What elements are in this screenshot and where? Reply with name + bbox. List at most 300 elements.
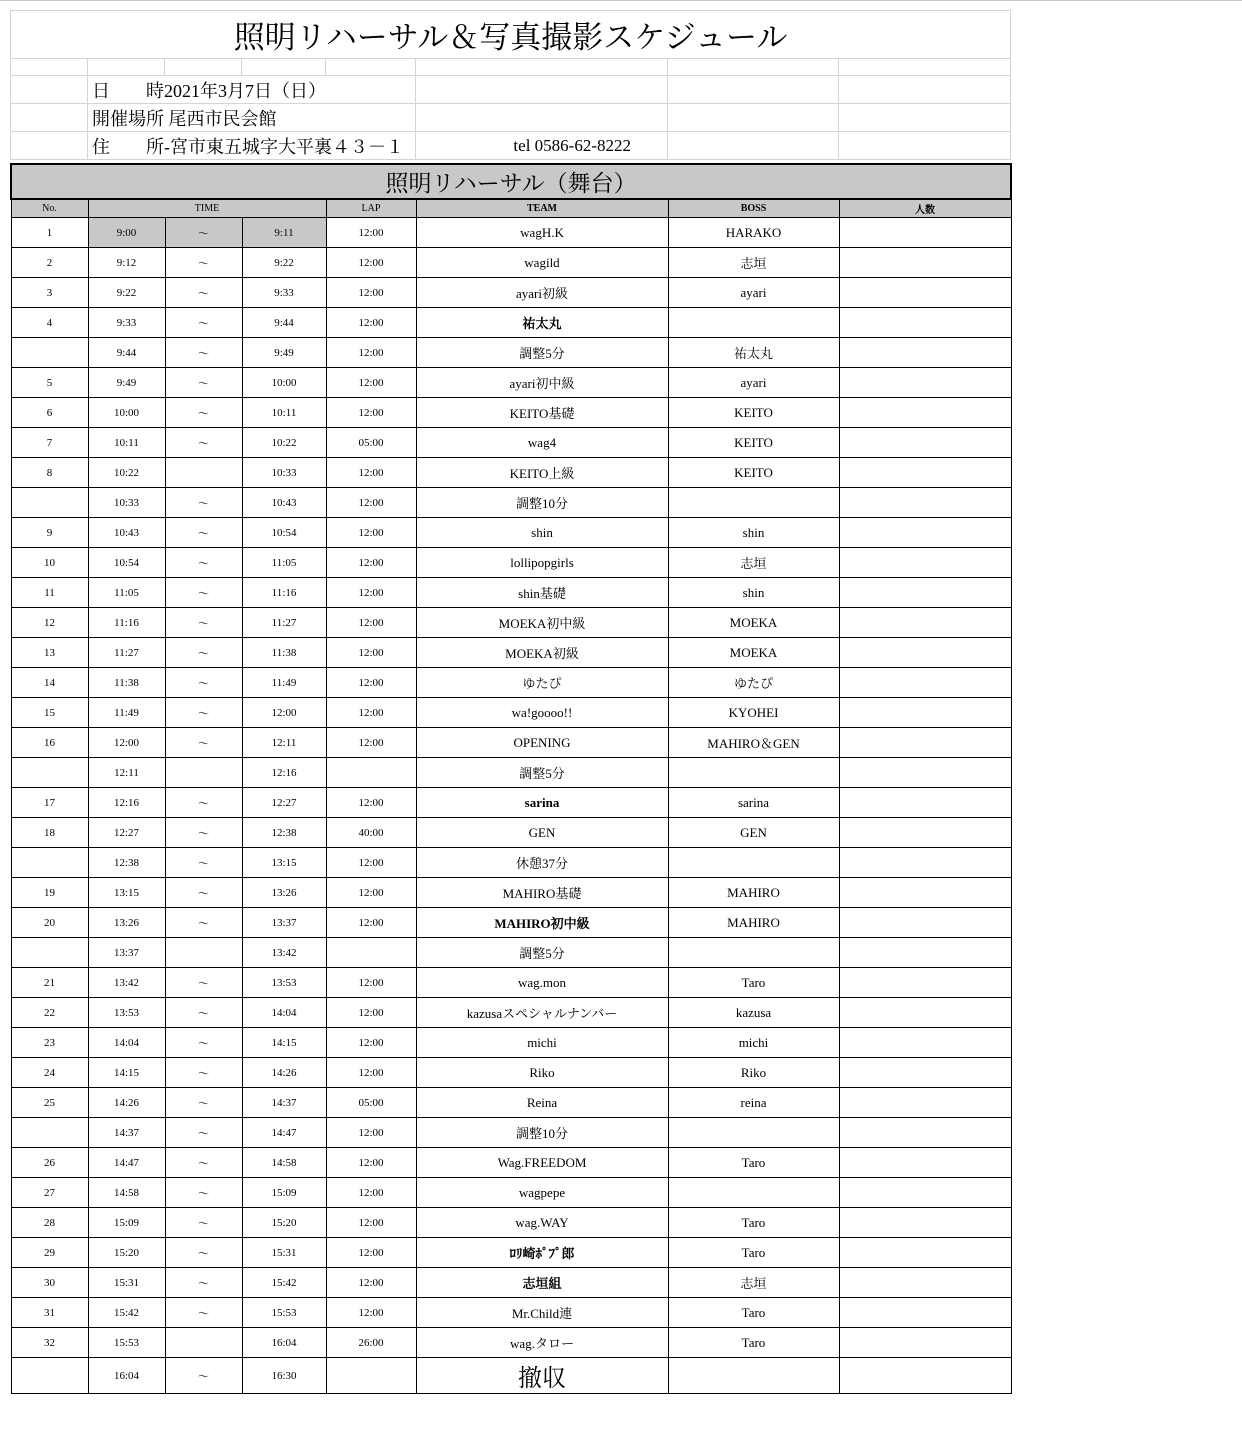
cell-no: 4 [11, 308, 88, 338]
cell-team: lollipopgirls [416, 548, 668, 578]
cell-separator: ～ [165, 1028, 242, 1058]
cell-boss: KEITO [668, 428, 839, 458]
cell-boss [668, 758, 839, 788]
cell-start: 12:11 [88, 758, 165, 788]
cell-start: 10:11 [88, 428, 165, 458]
cell-end: 15:31 [242, 1238, 326, 1268]
cell-count [839, 938, 1011, 968]
date-label: 日 時 [92, 80, 164, 101]
cell-team: wag4 [416, 428, 668, 458]
cell-separator: ～ [165, 638, 242, 668]
cell-lap: 12:00 [326, 668, 416, 698]
cell-count [839, 1058, 1011, 1088]
cell-team: wagild [416, 248, 668, 278]
cell-count [839, 548, 1011, 578]
cell-no: 5 [11, 368, 88, 398]
cell-separator: ～ [165, 788, 242, 818]
cell-lap: 12:00 [326, 1148, 416, 1178]
cell-no: 22 [11, 998, 88, 1028]
cell-team: ayari初中級 [416, 368, 668, 398]
cell-no: 1 [11, 218, 88, 248]
cell-no [11, 938, 88, 968]
cell-separator: ～ [165, 848, 242, 878]
cell-boss [668, 488, 839, 518]
cell-team: ﾛﾘ崎ﾎﾟﾌﾟ郎 [416, 1238, 668, 1268]
cell-team: michi [416, 1028, 668, 1058]
cell-end: 14:58 [242, 1148, 326, 1178]
cell-lap: 12:00 [326, 1238, 416, 1268]
table-row [11, 1088, 1011, 1118]
table-row [11, 1238, 1011, 1268]
table-row [11, 788, 1011, 818]
cell-team: wag.WAY [416, 1208, 668, 1238]
cell-lap: 12:00 [326, 1058, 416, 1088]
cell-start: 11:16 [88, 608, 165, 638]
cell-lap: 12:00 [326, 218, 416, 248]
cell-start: 13:26 [88, 908, 165, 938]
page-title: 照明リハーサル＆写真撮影スケジュール [11, 11, 1011, 59]
table-row [11, 548, 1011, 578]
cell-start: 14:04 [88, 1028, 165, 1058]
cell-lap: 12:00 [326, 308, 416, 338]
address-row [11, 132, 1011, 160]
table-row [11, 338, 1011, 368]
cell-no: 23 [11, 1028, 88, 1058]
cell-team: 休憩37分 [416, 848, 668, 878]
cell-count [839, 428, 1011, 458]
cell-lap: 12:00 [326, 248, 416, 278]
cell-separator [165, 758, 242, 788]
cell-boss: 志垣 [668, 248, 839, 278]
cell-no: 24 [11, 1058, 88, 1088]
cell-count [839, 638, 1011, 668]
cell-end: 10:43 [242, 488, 326, 518]
cell-no: 17 [11, 788, 88, 818]
cell-no: 25 [11, 1088, 88, 1118]
cell-end: 13:26 [242, 878, 326, 908]
cell-lap: 12:00 [326, 998, 416, 1028]
cell-start: 11:27 [88, 638, 165, 668]
cell-end: 9:33 [242, 278, 326, 308]
cell-count [839, 908, 1011, 938]
cell-team: shin [416, 518, 668, 548]
cell-start: 11:49 [88, 698, 165, 728]
cell-lap: 12:00 [326, 1298, 416, 1328]
cell-separator: ～ [165, 818, 242, 848]
cell-boss: 志垣 [668, 1268, 839, 1298]
cell-team: wa!goooo!! [416, 698, 668, 728]
cell-start: 15:20 [88, 1238, 165, 1268]
cell-no: 15 [11, 698, 88, 728]
cell-team: 調整5分 [416, 338, 668, 368]
cell-count [839, 788, 1011, 818]
cell-end: 11:16 [242, 578, 326, 608]
cell-count [839, 968, 1011, 998]
cell-count [839, 518, 1011, 548]
cell-start: 9:49 [88, 368, 165, 398]
cell-no: 27 [11, 1178, 88, 1208]
cell-separator: ～ [165, 728, 242, 758]
col-team: TEAM [416, 199, 668, 218]
cell-lap: 12:00 [326, 638, 416, 668]
cell-start: 15:53 [88, 1328, 165, 1358]
cell-count [839, 1118, 1011, 1148]
table-row [11, 818, 1011, 848]
cell-count [839, 398, 1011, 428]
cell-lap: 26:00 [326, 1328, 416, 1358]
col-boss: BOSS [668, 199, 839, 218]
col-count: 人数 [839, 199, 1011, 218]
cell-count [839, 1028, 1011, 1058]
cell-end: 13:15 [242, 848, 326, 878]
cell-start: 15:09 [88, 1208, 165, 1238]
cell-count [839, 998, 1011, 1028]
cell-team: 調整5分 [416, 758, 668, 788]
cell-no: 29 [11, 1238, 88, 1268]
cell-count [839, 758, 1011, 788]
cell-team: KEITO上級 [416, 458, 668, 488]
cell-boss: shin [668, 518, 839, 548]
table-row [11, 278, 1011, 308]
cell-team: kazusaスペシャルナンバー [416, 998, 668, 1028]
cell-no: 10 [11, 548, 88, 578]
cell-lap: 12:00 [326, 848, 416, 878]
cell-separator: ～ [165, 1118, 242, 1148]
cell-end: 11:27 [242, 608, 326, 638]
table-row [11, 848, 1011, 878]
address-value: -宮市東五城字大平裏４３－１ [164, 136, 404, 157]
cell-no: 14 [11, 668, 88, 698]
cell-separator: ～ [165, 338, 242, 368]
cell-count [839, 248, 1011, 278]
cell-boss: GEN [668, 818, 839, 848]
cell-start: 10:54 [88, 548, 165, 578]
cell-lap: 12:00 [326, 1178, 416, 1208]
date-row [11, 76, 1011, 104]
cell-start: 10:33 [88, 488, 165, 518]
address-label: 住 所 [92, 136, 164, 157]
table-row [11, 218, 1011, 248]
cell-team: wagpepe [416, 1178, 668, 1208]
cell-team: 調整10分 [416, 1118, 668, 1148]
cell-team: KEITO基礎 [416, 398, 668, 428]
cell-separator: ～ [165, 1208, 242, 1238]
cell-separator: ～ [165, 878, 242, 908]
cell-separator: ～ [165, 1238, 242, 1268]
cell-lap: 12:00 [326, 548, 416, 578]
cell-boss [668, 938, 839, 968]
cell-count [839, 218, 1011, 248]
cell-end: 15:42 [242, 1268, 326, 1298]
cell-team: shin基礎 [416, 578, 668, 608]
cell-team: Riko [416, 1058, 668, 1088]
venue-value: 尾西市民会館 [168, 108, 277, 129]
cell-lap: 12:00 [326, 878, 416, 908]
cell-lap: 40:00 [326, 818, 416, 848]
cell-boss: Taro [668, 1148, 839, 1178]
cell-boss: Taro [668, 1298, 839, 1328]
cell-end: 12:16 [242, 758, 326, 788]
cell-separator: ～ [165, 278, 242, 308]
cell-lap: 05:00 [326, 1088, 416, 1118]
table-row [11, 578, 1011, 608]
cell-start: 9:22 [88, 278, 165, 308]
cell-no: 32 [11, 1328, 88, 1358]
cell-end: 11:49 [242, 668, 326, 698]
cell-separator: ～ [165, 368, 242, 398]
cell-start: 14:15 [88, 1058, 165, 1088]
cell-no: 11 [11, 578, 88, 608]
cell-end: 16:30 [242, 1358, 326, 1394]
cell-start: 14:37 [88, 1118, 165, 1148]
document-header [10, 10, 1011, 160]
cell-no: 6 [11, 398, 88, 428]
cell-no: 13 [11, 638, 88, 668]
cell-count [839, 1238, 1011, 1268]
cell-count [839, 1328, 1011, 1358]
cell-team: 調整5分 [416, 938, 668, 968]
cell-no [11, 848, 88, 878]
cell-count [839, 608, 1011, 638]
cell-lap: 05:00 [326, 428, 416, 458]
cell-count [839, 458, 1011, 488]
cell-team: sarina [416, 788, 668, 818]
cell-separator: ～ [165, 968, 242, 998]
cell-lap: 12:00 [326, 968, 416, 998]
cell-start: 13:37 [88, 938, 165, 968]
cell-boss: 祐太丸 [668, 338, 839, 368]
cell-end: 11:05 [242, 548, 326, 578]
cell-end: 14:47 [242, 1118, 326, 1148]
cell-lap: 12:00 [326, 578, 416, 608]
cell-boss [668, 1358, 839, 1394]
cell-team: GEN [416, 818, 668, 848]
table-row [11, 1058, 1011, 1088]
cell-separator: ～ [165, 398, 242, 428]
cell-no: 18 [11, 818, 88, 848]
cell-start: 14:47 [88, 1148, 165, 1178]
cell-start: 12:00 [88, 728, 165, 758]
cell-boss: KYOHEI [668, 698, 839, 728]
cell-separator: ～ [165, 248, 242, 278]
cell-separator: ～ [165, 908, 242, 938]
cell-end: 13:37 [242, 908, 326, 938]
address-cell [88, 132, 416, 160]
cell-boss: HARAKO [668, 218, 839, 248]
cell-lap: 12:00 [326, 698, 416, 728]
cell-count [839, 1178, 1011, 1208]
cell-team: ゆたぴ [416, 668, 668, 698]
cell-separator: ～ [165, 1268, 242, 1298]
cell-end: 11:38 [242, 638, 326, 668]
cell-no: 21 [11, 968, 88, 998]
venue-label: 開催場所 [92, 108, 164, 129]
cell-start: 12:16 [88, 788, 165, 818]
cell-lap [326, 1358, 416, 1394]
cell-end: 14:26 [242, 1058, 326, 1088]
table-row [11, 458, 1011, 488]
table-row [11, 698, 1011, 728]
date-value: 2021年3月7日（日） [164, 80, 326, 101]
cell-boss: ayari [668, 278, 839, 308]
cell-boss [668, 848, 839, 878]
cell-boss: shin [668, 578, 839, 608]
table-row [11, 1178, 1011, 1208]
cell-team: 調整10分 [416, 488, 668, 518]
cell-lap: 12:00 [326, 608, 416, 638]
table-row [11, 1328, 1011, 1358]
cell-separator: ～ [165, 578, 242, 608]
cell-boss: MOEKA [668, 608, 839, 638]
col-no: No. [11, 199, 88, 218]
table-row [11, 308, 1011, 338]
cell-boss: Taro [668, 968, 839, 998]
cell-start: 12:27 [88, 818, 165, 848]
table-row [11, 1358, 1011, 1394]
cell-no: 16 [11, 728, 88, 758]
cell-end: 13:42 [242, 938, 326, 968]
cell-team: MOEKA初中級 [416, 608, 668, 638]
cell-count [839, 488, 1011, 518]
cell-end: 12:00 [242, 698, 326, 728]
cell-separator: ～ [165, 1298, 242, 1328]
col-time: TIME [88, 199, 326, 218]
cell-start: 11:05 [88, 578, 165, 608]
cell-boss: Riko [668, 1058, 839, 1088]
cell-separator: ～ [165, 518, 242, 548]
cell-no: 3 [11, 278, 88, 308]
cell-start: 9:00 [88, 218, 165, 248]
cell-no [11, 758, 88, 788]
cell-end: 14:15 [242, 1028, 326, 1058]
cell-end: 12:27 [242, 788, 326, 818]
cell-no: 2 [11, 248, 88, 278]
cell-boss: MOEKA [668, 638, 839, 668]
cell-separator [165, 938, 242, 968]
cell-lap: 12:00 [326, 458, 416, 488]
cell-team: Reina [416, 1088, 668, 1118]
cell-end: 9:49 [242, 338, 326, 368]
cell-boss: reina [668, 1088, 839, 1118]
cell-count [839, 1358, 1011, 1394]
venue-cell [88, 104, 416, 132]
cell-team: MAHIRO基礎 [416, 878, 668, 908]
cell-end: 14:37 [242, 1088, 326, 1118]
cell-boss: Taro [668, 1208, 839, 1238]
cell-no [11, 488, 88, 518]
table-row [11, 1208, 1011, 1238]
cell-boss: MAHIRO [668, 908, 839, 938]
cell-lap: 12:00 [326, 908, 416, 938]
cell-count [839, 1298, 1011, 1328]
cell-start: 11:38 [88, 668, 165, 698]
cell-lap: 12:00 [326, 1118, 416, 1148]
table-row [11, 668, 1011, 698]
section-title: 照明リハーサル（舞台） [11, 164, 1011, 199]
cell-separator: ～ [165, 308, 242, 338]
cell-team: 撤収 [416, 1358, 668, 1394]
cell-team: wag.mon [416, 968, 668, 998]
cell-team: OPENING [416, 728, 668, 758]
tel-number: tel 0586-62-8222 [416, 132, 668, 160]
cell-separator: ～ [165, 548, 242, 578]
cell-start: 15:42 [88, 1298, 165, 1328]
cell-lap: 12:00 [326, 488, 416, 518]
cell-lap [326, 938, 416, 968]
cell-start: 12:38 [88, 848, 165, 878]
cell-separator: ～ [165, 1358, 242, 1394]
cell-lap: 12:00 [326, 368, 416, 398]
cell-boss: michi [668, 1028, 839, 1058]
cell-end: 10:22 [242, 428, 326, 458]
cell-boss: KEITO [668, 398, 839, 428]
table-row [11, 1298, 1011, 1328]
cell-no: 9 [11, 518, 88, 548]
cell-count [839, 1148, 1011, 1178]
cell-no: 30 [11, 1268, 88, 1298]
table-row [11, 1028, 1011, 1058]
cell-no: 12 [11, 608, 88, 638]
table-row [11, 398, 1011, 428]
cell-start: 10:22 [88, 458, 165, 488]
table-row [11, 728, 1011, 758]
table-row [11, 368, 1011, 398]
cell-boss: Taro [668, 1238, 839, 1268]
cell-team: Mr.Child連 [416, 1298, 668, 1328]
cell-end: 9:22 [242, 248, 326, 278]
cell-lap [326, 758, 416, 788]
cell-lap: 12:00 [326, 518, 416, 548]
cell-lap: 12:00 [326, 338, 416, 368]
date-cell [88, 76, 416, 104]
cell-count [839, 818, 1011, 848]
cell-team: MAHIRO初中級 [416, 908, 668, 938]
table-row [11, 1118, 1011, 1148]
cell-boss: Taro [668, 1328, 839, 1358]
cell-boss: ayari [668, 368, 839, 398]
table-row [11, 878, 1011, 908]
cell-team: MOEKA初級 [416, 638, 668, 668]
cell-count [839, 338, 1011, 368]
cell-start: 10:00 [88, 398, 165, 428]
cell-boss: KEITO [668, 458, 839, 488]
cell-no: 31 [11, 1298, 88, 1328]
cell-count [839, 578, 1011, 608]
cell-boss: MAHIRO＆GEN [668, 728, 839, 758]
cell-count [839, 668, 1011, 698]
cell-end: 15:53 [242, 1298, 326, 1328]
table-row [11, 968, 1011, 998]
cell-end: 16:04 [242, 1328, 326, 1358]
cell-lap: 12:00 [326, 278, 416, 308]
cell-separator: ～ [165, 1088, 242, 1118]
cell-separator: ～ [165, 1178, 242, 1208]
cell-team: wag.タロー [416, 1328, 668, 1358]
cell-count [839, 1208, 1011, 1238]
cell-end: 10:33 [242, 458, 326, 488]
cell-no [11, 1358, 88, 1394]
cell-end: 12:38 [242, 818, 326, 848]
cell-boss: sarina [668, 788, 839, 818]
cell-team: 志垣組 [416, 1268, 668, 1298]
table-row [11, 488, 1011, 518]
cell-end: 14:04 [242, 998, 326, 1028]
cell-no: 28 [11, 1208, 88, 1238]
table-row [11, 1148, 1011, 1178]
cell-start: 13:53 [88, 998, 165, 1028]
cell-no [11, 1118, 88, 1148]
cell-count [839, 1088, 1011, 1118]
